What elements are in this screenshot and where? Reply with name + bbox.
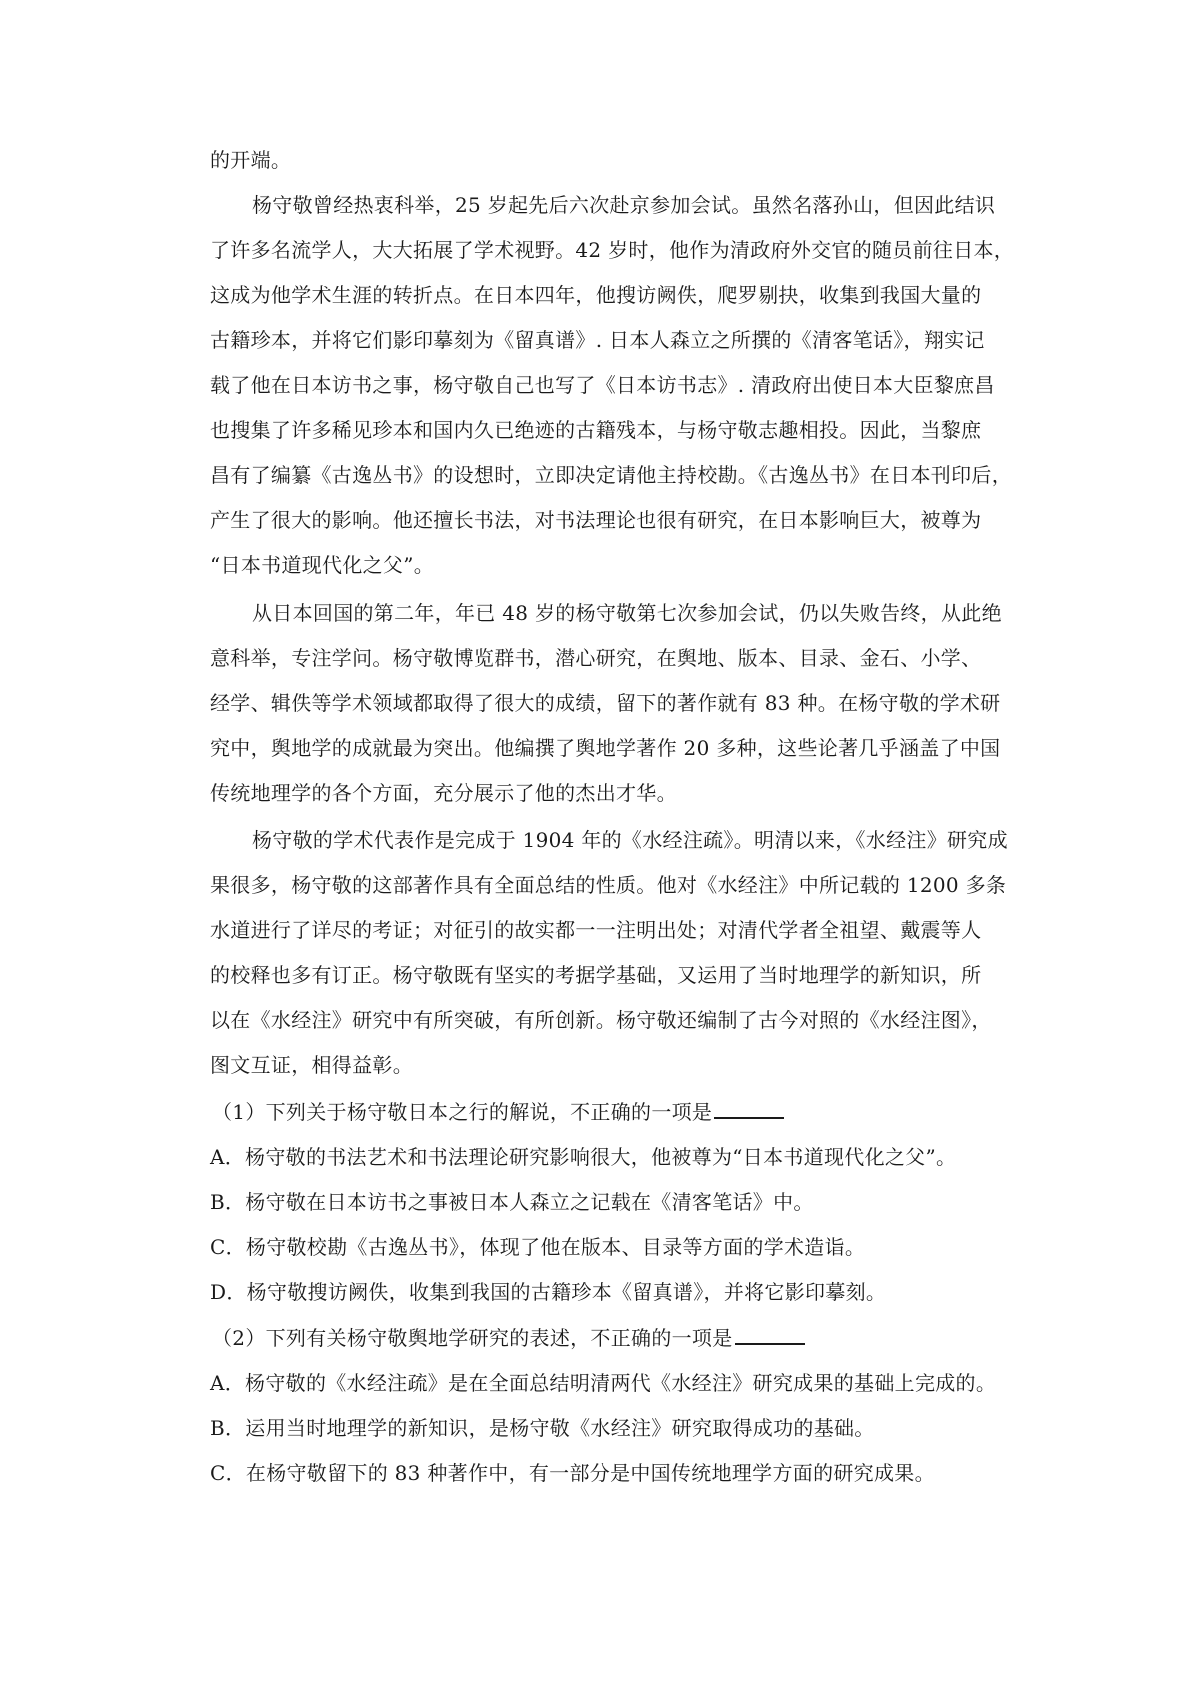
question-1-option-c: C．杨守敬校勘《古逸丛书》，体现了他在版本、目录等方面的学术造诣。 xyxy=(210,1235,866,1259)
question-1-option-b: B．杨守敬在日本访书之事被日本人森立之记载在《清客笔话》中。 xyxy=(210,1190,814,1214)
passage-line: 昌有了编纂《古逸丛书》的设想时，立即决定请他主持校勘。《古逸丛书》在日本刊印后， xyxy=(210,463,1012,487)
passage-line: 的校释也多有订正。杨守敬既有坚实的考据学基础，又运用了当时地理学的新知识，所 xyxy=(210,963,982,987)
passage-line: 经学、辑佚等学术领域都取得了很大的成绩，留下的著作就有 83 种。在杨守敬的学术研 xyxy=(210,691,1001,715)
answer-blank xyxy=(714,1097,784,1119)
passage-line: 究中，舆地学的成就最为突出。他编撰了舆地学著作 20 多种，这些论著几乎涵盖了中国 xyxy=(210,736,1001,760)
passage-line: 了许多名流学人，大大拓展了学术视野。42 岁时，他作为清政府外交官的随员前往日本， xyxy=(210,238,1015,262)
answer-blank xyxy=(735,1323,805,1345)
passage-line: 杨守敬曾经热衷科举，25 岁起先后六次赴京参加会试。虽然名落孙山，但因此结识 xyxy=(252,193,996,217)
passage-line: 也搜集了许多稀见珍本和国内久已绝迹的古籍残本，与杨守敬志趣相投。因此，当黎庶 xyxy=(210,418,982,442)
question-1-stem xyxy=(212,1097,784,1127)
question-2-stem-text: （2）下列有关杨守敬舆地学研究的表述，不正确的一项是 xyxy=(212,1326,733,1350)
question-1-option-a: A．杨守敬的书法艺术和书法理论研究影响很大，他被尊为“日本书道现代化之父”。 xyxy=(210,1145,957,1169)
passage-line: 图文互证，相得益彰。 xyxy=(210,1053,413,1077)
question-1-option-d: D．杨守敬搜访阙佚，收集到我国的古籍珍本《留真谱》，并将它影印摹刻。 xyxy=(210,1280,887,1304)
passage-line: 杨守敬的学术代表作是完成于 1904 年的《水经注疏》。明清以来，《水经注》研究成 xyxy=(252,828,1008,852)
passage-line: 传统地理学的各个方面，充分展示了他的杰出才华。 xyxy=(210,781,677,805)
passage-line: 水道进行了详尽的考证；对征引的故实都一一注明出处；对清代学者全祖望、戴震等人 xyxy=(210,918,982,942)
passage-line: 这成为他学术生涯的转折点。在日本四年，他搜访阙佚，爬罗剔抉，收集到我国大量的 xyxy=(210,283,982,307)
passage-line: 意科举，专注学问。杨守敬博览群书，潜心研究，在舆地、版本、目录、金石、小学、 xyxy=(210,646,982,670)
passage-line: “日本书道现代化之父”。 xyxy=(210,553,435,577)
passage-line: 以在《水经注》研究中有所突破，有所创新。杨守敬还编制了古今对照的《水经注图》， xyxy=(210,1008,992,1032)
passage-line: 产生了很大的影响。他还擅长书法，对书法理论也很有研究，在日本影响巨大，被尊为 xyxy=(210,508,982,532)
question-2-option-a: A．杨守敬的《水经注疏》是在全面总结明清两代《水经注》研究成果的基础上完成的。 xyxy=(210,1371,997,1395)
passage-line: 果很多，杨守敬的这部著作具有全面总结的性质。他对《水经注》中所记载的 1200 多条 xyxy=(210,873,1007,897)
passage-line: 的开端。 xyxy=(210,148,292,172)
passage-line: 载了他在日本访书之事，杨守敬自己也写了《日本访书志》. 清政府出使日本大臣黎庶昌 xyxy=(210,373,995,397)
passage-line: 从日本回国的第二年，年已 48 岁的杨守敬第七次参加会试，仍以失败告终，从此绝 xyxy=(252,601,1002,625)
question-2-option-c: C．在杨守敬留下的 83 种著作中，有一部分是中国传统地理学方面的研究成果。 xyxy=(210,1461,935,1485)
question-2-stem xyxy=(212,1323,805,1353)
question-1-stem-text: （1）下列关于杨守敬日本之行的解说，不正确的一项是 xyxy=(212,1100,713,1124)
question-2-option-b: B．运用当时地理学的新知识，是杨守敬《水经注》研究取得成功的基础。 xyxy=(210,1416,875,1440)
passage-line: 古籍珍本，并将它们影印摹刻为《留真谱》. 日本人森立之所撰的《清客笔话》，翔实记 xyxy=(210,328,985,352)
